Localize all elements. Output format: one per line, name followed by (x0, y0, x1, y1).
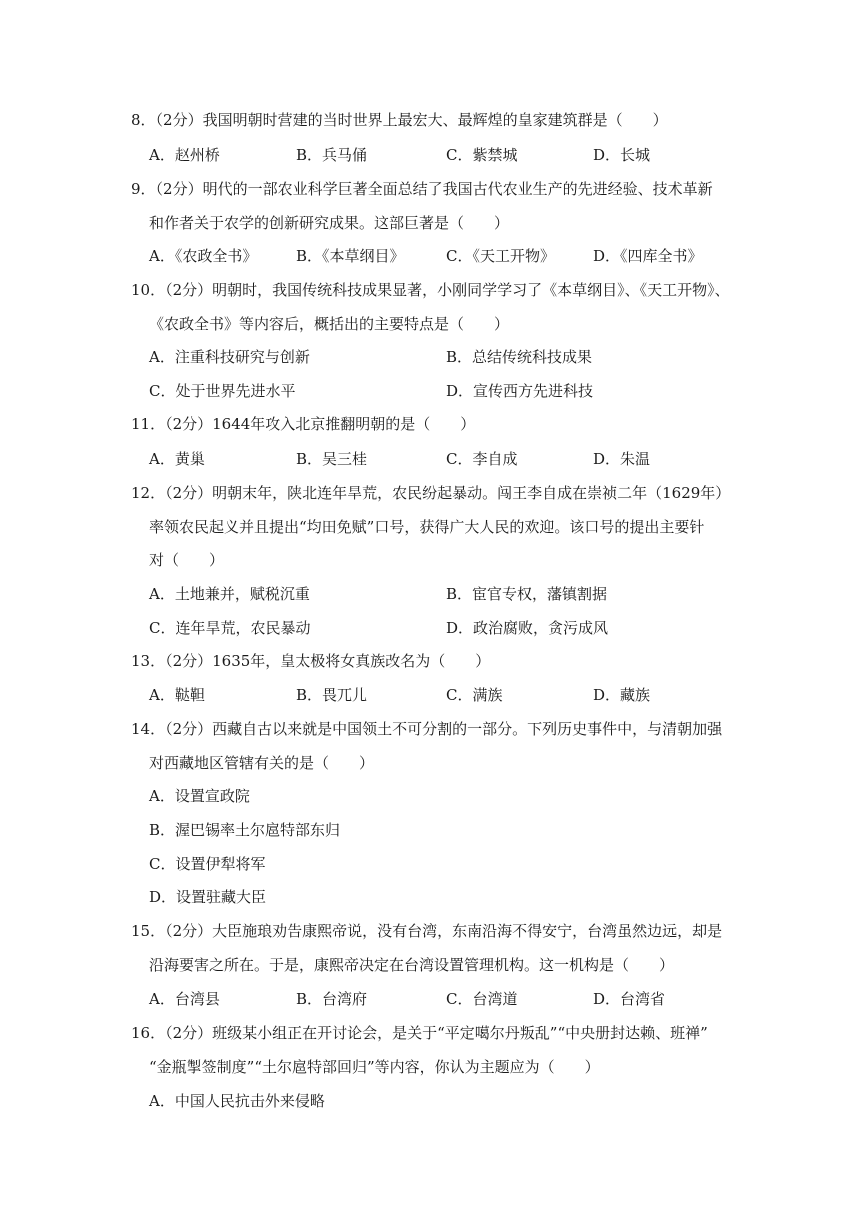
question-15-option-d: D．台湾省 (593, 990, 666, 1008)
question-10-option-a: A．注重科技研究与创新 (149, 348, 310, 366)
question-10-option-c: C．处于世界先进水平 (149, 382, 296, 400)
question-12-option-b: B．宦官专权，藩镇割据 (446, 585, 608, 603)
question-8-option-b: B．兵马俑 (296, 146, 368, 164)
question-9-option-b: B．《本草纲目》 (296, 247, 405, 265)
question-12-option-a: A．土地兼并，赋税沉重 (149, 585, 310, 603)
question-9-option-a: A．《农政全书》 (149, 247, 258, 265)
question-11-option-a: A．黄巢 (149, 450, 205, 468)
question-16-stem-line-2: “金瓶掣签制度”“土尔扈特部回归”等内容，你认为主题应为（ ） (149, 1058, 600, 1076)
question-13-option-c: C．满族 (446, 686, 503, 704)
question-12-stem-line-3: 对（ ） (149, 551, 225, 569)
question-14-option-b: B．渥巴锡率土尔扈特部东归 (149, 821, 341, 839)
question-10-stem-line-2: 《农政全书》等内容后，概括出的主要特点是（ ） (149, 315, 510, 333)
question-15-option-c: C．台湾道 (446, 990, 518, 1008)
question-14-stem-line-1: 14．（2分）西藏自古以来就是中国领土不可分割的一部分。下列历史事件中，与清朝加强 (131, 720, 723, 738)
question-10-stem-line-1: 10．（2分）明朝时，我国传统科技成果显著，小刚同学学习了《本草纲目》、《天工开物》、 (131, 281, 730, 299)
question-11-option-d: D．朱温 (593, 450, 651, 468)
question-9-stem-line-1: 9．（2分）明代的一部农业科学巨著全面总结了我国古代农业生产的先进经验、技术革新 (131, 180, 713, 198)
question-14-option-c: C．设置伊犁将军 (149, 855, 266, 873)
question-16-option-a: A．中国人民抗击外来侵略 (149, 1092, 325, 1110)
question-9-option-c: C．《天工开物》 (446, 247, 555, 265)
question-12-stem-line-1: 12．（2分）明朝末年，陕北连年旱荒，农民纷起暴动。闯王李自成在崇祯二年（1629年） (131, 484, 731, 502)
question-11-option-b: B．吴三桂 (296, 450, 368, 468)
question-12-option-d: D．政治腐败，贪污成风 (446, 619, 609, 637)
question-15-option-a: A．台湾县 (149, 990, 220, 1008)
question-8-stem-line-1: 8．（2分）我国明朝时营建的当时世界上最宏大、最辉煌的皇家建筑群是（ ） (131, 111, 668, 129)
question-11-stem-line-1: 11．（2分）1644年攻入北京推翻明朝的是（ ） (131, 415, 476, 433)
question-9-stem-line-2: 和作者关于农学的创新研究成果。这部巨著是（ ） (149, 214, 510, 232)
question-13-option-d: D．藏族 (593, 686, 651, 704)
question-12-stem-line-2: 率领农民起义并且提出“均田免赋”口号，获得广大人民的欢迎。该口号的提出主要针 (149, 518, 705, 536)
question-11-option-c: C．李自成 (446, 450, 518, 468)
question-14-option-d: D．设置驻藏大臣 (149, 888, 267, 906)
question-14-stem-line-2: 对西藏地区管辖有关的是（ ） (149, 754, 375, 772)
question-12-option-c: C．连年旱荒，农民暴动 (149, 619, 311, 637)
question-13-stem-line-1: 13．（2分）1635年，皇太极将女真族改名为（ ） (131, 652, 491, 670)
question-15-option-b: B．台湾府 (296, 990, 368, 1008)
question-10-option-d: D．宣传西方先进科技 (446, 382, 594, 400)
question-10-option-b: B．总结传统科技成果 (446, 348, 593, 366)
question-15-stem-line-1: 15．（2分）大臣施琅劝告康熙帝说，没有台湾，东南沿海不得安宁，台湾虽然边远，却是 (131, 922, 723, 940)
question-14-option-a: A．设置宣政院 (149, 787, 250, 805)
question-9-option-d: D．《四库全书》 (593, 247, 703, 265)
question-8-option-d: D．长城 (593, 146, 651, 164)
question-13-option-b: B．畏兀儿 (296, 686, 368, 704)
question-13-option-a: A．鞑靼 (149, 686, 205, 704)
question-8-option-a: A．赵州桥 (149, 146, 220, 164)
question-16-stem-line-1: 16．（2分）班级某小组正在开讨论会，是关于“平定噶尔丹叛乱”“中央册封达赖、班禅” (131, 1024, 708, 1042)
question-15-stem-line-2: 沿海要害之所在。于是，康熙帝决定在台湾设置管理机构。这一机构是（ ） (149, 956, 675, 974)
question-8-option-c: C．紫禁城 (446, 146, 518, 164)
